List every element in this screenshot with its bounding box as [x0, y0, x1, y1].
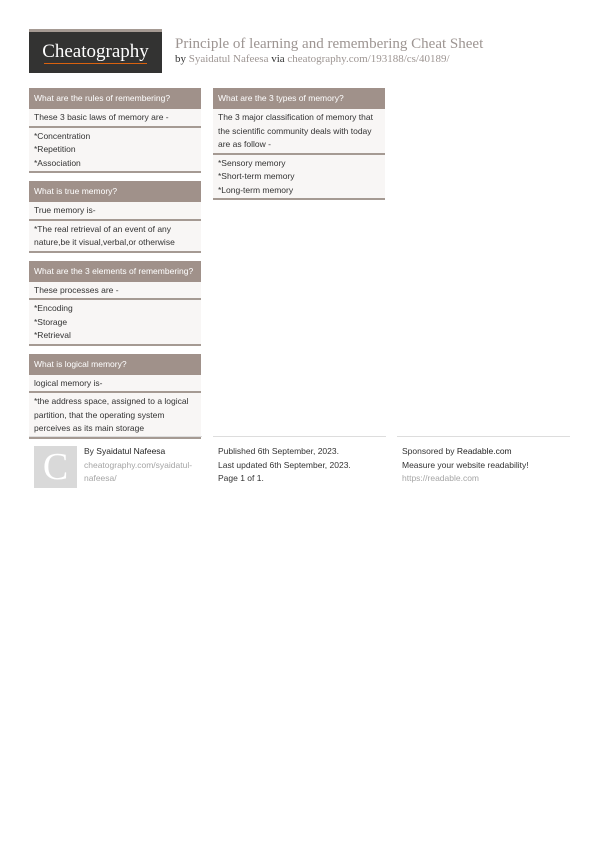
list-item: *Short-term memory — [218, 171, 295, 181]
block-row — [29, 128, 201, 174]
list-item: *Retrieval — [34, 330, 71, 340]
author-link[interactable]: Syaidatul Nafeesa — [188, 53, 269, 65]
block-row — [29, 375, 201, 394]
column-middle — [213, 88, 385, 208]
column-left — [29, 88, 201, 447]
list-item: *Sensory memory — [218, 157, 286, 168]
via-label: via — [271, 53, 285, 65]
block-true-memory — [29, 181, 201, 253]
list-item: *Encoding — [34, 303, 73, 313]
block-header: What are the 3 elements of remembering? — [29, 261, 201, 282]
row-text: *the address space, assigned to a logical partition, that the operating system perceives as its main storage — [34, 396, 189, 433]
sponsor-link[interactable]: https://readable.com — [402, 473, 480, 483]
block-types-of-memory — [213, 88, 385, 200]
sponsor-tagline: Measure your website readability! — [402, 459, 529, 470]
byline — [175, 53, 450, 65]
published-date: Published 6th September, 2023. — [218, 446, 339, 456]
row-text: The 3 major classification of memory that the scientific community deals with today are as follow - — [218, 112, 373, 149]
block-row — [29, 300, 201, 346]
row-text: *The real retrieval of an event of any nature,be it visual,verbal,or otherwise — [34, 223, 175, 247]
block-header: What are the 3 types of memory? — [213, 88, 385, 109]
block-elements-of-remembering — [29, 261, 201, 346]
by-label: by — [175, 53, 186, 65]
avatar: C — [34, 446, 77, 488]
sponsor-name[interactable]: Readable.com — [456, 446, 512, 456]
list-item: *Storage — [34, 316, 68, 327]
block-row — [29, 202, 201, 221]
sheet-url-link[interactable]: cheatography.com/193188/cs/40189/ — [287, 53, 450, 65]
footer-author — [29, 436, 202, 496]
block-header: What is logical memory? — [29, 354, 201, 375]
footer-author-name[interactable]: Syaidatul Nafeesa — [96, 446, 166, 456]
footer-sponsor — [397, 436, 570, 496]
list-item: *Long-term memory — [218, 184, 294, 195]
author-info — [84, 445, 202, 486]
block-row — [29, 221, 201, 253]
list-item: *Concentration — [34, 130, 91, 141]
cheatography-logo[interactable] — [29, 29, 162, 73]
author-profile-link[interactable]: cheatography.com/syaidatul-nafeesa/ — [84, 459, 193, 483]
footer — [29, 436, 570, 496]
logo-underline — [44, 63, 147, 64]
row-text: logical memory is- — [34, 377, 103, 388]
row-text: True memory is- — [34, 205, 96, 215]
page-title: Principle of learning and remembering Cheat Sheet — [175, 36, 484, 52]
block-row — [213, 109, 385, 155]
updated-date: Last updated 6th September, 2023. — [218, 459, 351, 470]
list-item: *Association — [34, 157, 81, 168]
list-item: *Repetition — [34, 144, 76, 154]
row-text: These processes are - — [34, 284, 119, 295]
block-row — [29, 109, 201, 128]
footer-dates — [213, 436, 386, 496]
block-row — [29, 393, 201, 439]
block-row — [29, 282, 201, 301]
by-label: By — [84, 446, 94, 456]
page-number: Page 1 of 1. — [218, 473, 264, 483]
block-header: What is true memory? — [29, 181, 201, 202]
block-rules-of-remembering — [29, 88, 201, 173]
logo-text: Cheatography — [42, 41, 149, 62]
block-header: What are the rules of remembering? — [29, 88, 201, 109]
sponsored-label: Sponsored by — [402, 446, 455, 456]
block-logical-memory — [29, 354, 201, 439]
row-text: These 3 basic laws of memory are - — [34, 112, 169, 122]
block-row — [213, 155, 385, 201]
